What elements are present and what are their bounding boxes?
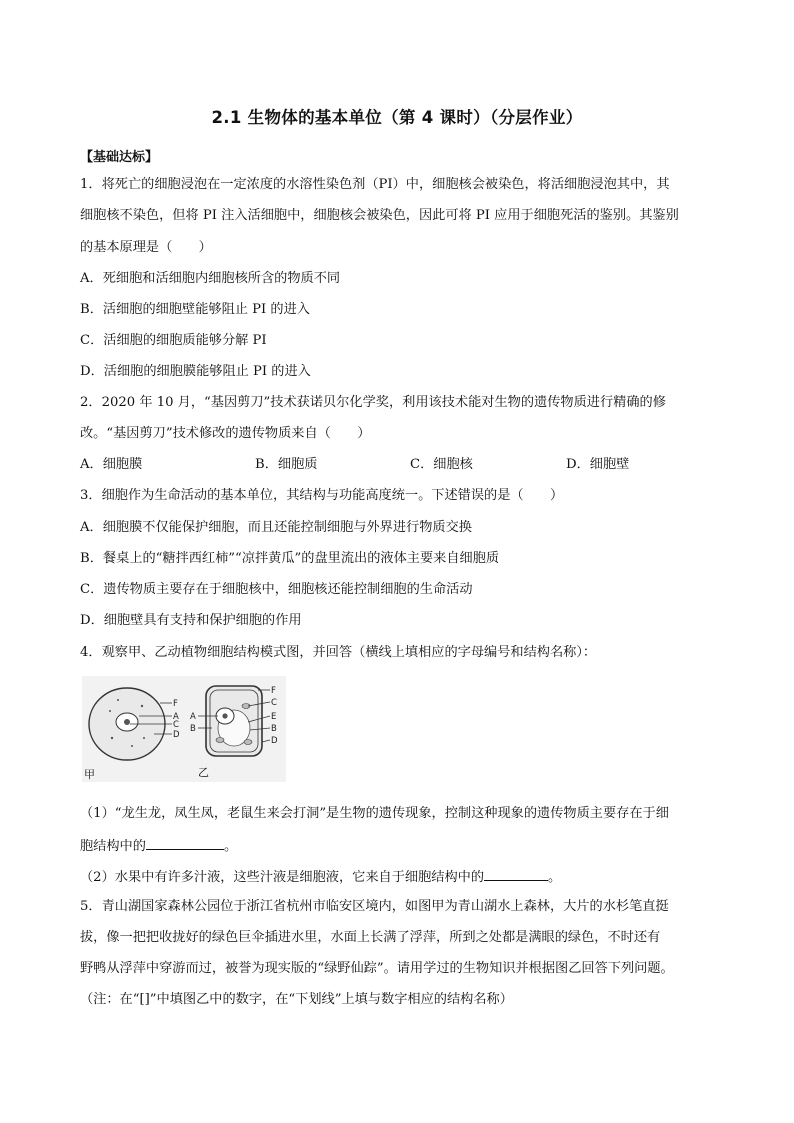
q1-option-d: D．活细胞的细胞膜能够阻止 PI 的进入 <box>80 364 311 379</box>
animal-label-a: A <box>173 712 179 722</box>
q4-sub1-period: 。 <box>223 839 238 854</box>
q4-sub1-line2 <box>80 837 237 855</box>
plant-label-c: C <box>271 698 277 708</box>
plant-label-b: B <box>271 724 277 734</box>
animal-label-f: F <box>173 699 178 709</box>
q3-option-c: C．遗传物质主要存在于细胞核中，细胞核还能控制细胞的生命活动 <box>80 582 473 597</box>
q4-sub1-line1: （1）“龙生龙，凤生凤，老鼠生来会打洞”是生物的遗传现象，控制这种现象的遗传物质主要存在于细 <box>80 806 669 821</box>
q2-option-a: A．细胞膜 <box>80 457 143 472</box>
q1-option-a: A．死细胞和活细胞内细胞核所含的物质不同 <box>80 271 341 286</box>
q2-option-b: B．细胞质 <box>255 457 318 472</box>
q3-option-a: A．细胞膜不仅能保护细胞，而且还能控制细胞与外界进行物质交换 <box>80 520 472 535</box>
section-heading: 【基础达标】 <box>80 150 159 165</box>
q3-stem: 3．细胞作为生命活动的基本单位，其结构与功能高度统一。下述错误的是（ ） <box>80 488 564 503</box>
q1-stem-line3: 的基本原理是（ ） <box>80 240 212 255</box>
animal-label-d: D <box>173 730 180 740</box>
cell-diagram-figure <box>82 676 286 782</box>
q3-option-b: B．餐桌上的“糖拌西红柿”“凉拌黄瓜”的盘里流出的液体主要来自细胞质 <box>80 551 500 566</box>
plant-label-left-a: A <box>190 712 196 722</box>
animal-cell-caption: 甲 <box>84 768 95 781</box>
q3-option-d: D．细胞壁具有支持和保护细胞的作用 <box>80 613 302 628</box>
q1-option-c: C．活细胞的细胞质能够分解 PI <box>80 333 267 348</box>
q4-stem: 4．观察甲、乙动植物细胞结构模式图，并回答（横线上填相应的字母编号和结构名称）： <box>80 645 597 660</box>
q2-stem-line2: 改。“基因剪刀”技术修改的遗传物质来自（ ） <box>80 426 371 441</box>
q4-sub1-text: 胞结构中的 <box>80 839 146 854</box>
q5-stem-line3: 野鸭从浮萍中穿游而过，被誉为现实版的“绿野仙踪”。请用学过的生物知识并根据图乙回答下列问题。 <box>80 961 674 976</box>
q4-sub1-answer-blank[interactable] <box>146 837 224 850</box>
plant-label-f: F <box>271 686 276 696</box>
plant-label-left-b: B <box>190 724 196 734</box>
q2-option-d: D．细胞壁 <box>566 457 630 472</box>
q1-stem-line1: 1．将死亡的细胞浸泡在一定浓度的水溶性染色剂（PI）中，细胞核会被染色，将活细胞浸泡其中，其 <box>80 177 670 192</box>
cell-diagrams-svg <box>82 676 286 782</box>
q4-sub2-answer-blank[interactable] <box>484 868 548 881</box>
q5-stem-line1: 5．青山湖国家森林公园位于浙江省杭州市临安区境内，如图甲为青山湖水上森林，大片的水杉笔直挺 <box>80 899 669 914</box>
q2-option-c: C．细胞核 <box>410 457 473 472</box>
q5-stem-line2: 拔，像一把把收拢好的绿色巨伞插进水里，水面上长满了浮萍，所到之处都是满眼的绿色，不时还有 <box>80 930 661 945</box>
page-title: 2.1 生物体的基本单位（第 4 课时）（分层作业） <box>211 108 583 127</box>
q2-stem-line1: 2．2020 年 10 月，“基因剪刀”技术获诺贝尔化学奖，利用该技术能对生物的遗传物质进行精确的修 <box>80 395 666 410</box>
q1-stem-line2: 细胞核不染色，但将 PI 注入活细胞中，细胞核会被染色，因此可将 PI 应用于细胞死活的鉴别。其鉴别 <box>80 208 679 223</box>
plant-label-d: D <box>271 736 278 746</box>
q4-sub2-text: （2）水果中有许多汁液，这些汁液是细胞液，它来自于细胞结构中的 <box>80 870 485 885</box>
plant-cell-caption: 乙 <box>198 766 209 779</box>
animal-label-c: C <box>173 720 179 730</box>
q4-sub2-line <box>80 868 561 886</box>
q1-option-b: B．活细胞的细胞壁能够阻止 PI 的进入 <box>80 302 310 317</box>
q4-sub2-period: 。 <box>548 870 562 885</box>
plant-label-e: E <box>271 712 277 722</box>
q5-note: （注：在“[]”中填图乙中的数字，在“下划线”上填与数字相应的结构名称） <box>80 992 513 1007</box>
